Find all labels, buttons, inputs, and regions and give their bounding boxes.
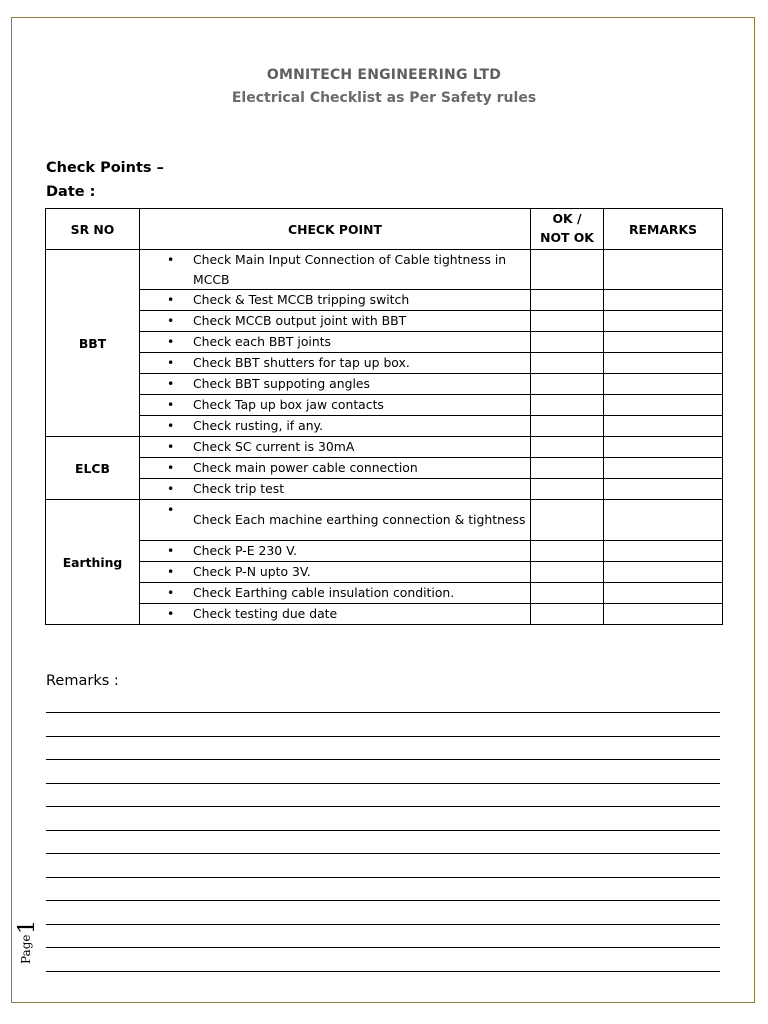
table-row [46,500,723,541]
check-point-cell [140,604,531,625]
table-row [46,353,723,374]
check-point-cell [140,311,531,332]
table-row [46,479,723,500]
ok-not-ok-cell[interactable] [531,353,604,374]
section-name: Earthing [46,500,140,625]
remarks-line[interactable] [46,783,720,784]
ok-not-ok-cell[interactable] [531,332,604,353]
table-row [46,437,723,458]
check-point-text: Check rusting, if any. [193,418,324,434]
ok-not-ok-cell[interactable] [531,290,604,311]
check-point-cell [140,583,531,604]
ok-not-ok-cell[interactable] [531,500,604,541]
check-point-cell [140,353,531,374]
ok-not-ok-cell[interactable] [531,562,604,583]
remarks-cell[interactable] [604,332,723,353]
check-point-text: Check P-E 230 V. [193,543,297,559]
check-point-text: Check Main Input Connection of Cable tightness in MCCB [193,252,507,287]
table-row [46,250,723,290]
bullet-icon: • [167,585,175,600]
bullet-icon: • [167,334,175,349]
header-ok-not-ok [531,209,604,250]
document-subtitle: Electrical Checklist as Per Safety rules [231,90,537,106]
section-name: BBT [46,250,140,437]
check-point-cell [140,500,531,541]
ok-not-ok-cell[interactable] [531,583,604,604]
check-point-text: Check main power cable connection [193,460,418,476]
remarks-line[interactable] [46,947,720,948]
bullet-icon: • [167,564,175,579]
check-points-label: Check Points – [46,160,164,176]
bullet-icon: • [167,606,175,621]
bullet-icon: • [167,502,175,517]
ok-not-ok-cell[interactable] [531,458,604,479]
table-row [46,458,723,479]
ok-not-ok-cell[interactable] [531,374,604,395]
header-sr-no: SR NO [46,209,140,250]
ok-not-ok-cell[interactable] [531,395,604,416]
remarks-line[interactable] [46,736,720,737]
remarks-line[interactable] [46,853,720,854]
page-number [14,920,50,968]
page-number-graphic [14,920,50,968]
remarks-cell[interactable] [604,479,723,500]
check-point-text: Check Tap up box jaw contacts [193,397,384,413]
remarks-cell[interactable] [604,437,723,458]
ok-not-ok-cell[interactable] [531,604,604,625]
ok-not-ok-cell[interactable] [531,437,604,458]
check-point-cell [140,290,531,311]
bullet-icon: • [167,397,175,412]
remarks-label: Remarks : [46,673,119,689]
check-point-text: Check testing due date [193,606,338,622]
check-point-cell [140,437,531,458]
ok-not-ok-cell[interactable] [531,311,604,332]
remarks-cell[interactable] [604,416,723,437]
table-header-row [46,209,723,250]
bullet-icon: • [167,376,175,391]
check-point-cell [140,458,531,479]
remarks-cell[interactable] [604,250,723,290]
check-point-cell [140,562,531,583]
header-check-point: CHECK POINT [140,209,531,250]
check-point-text: Check & Test MCCB tripping switch [193,292,410,308]
bullet-icon: • [167,481,175,496]
table-row [46,374,723,395]
ok-not-ok-cell[interactable] [531,479,604,500]
table-row [46,583,723,604]
company-name: OMNITECH ENGINEERING LTD [266,67,502,83]
check-point-cell [140,479,531,500]
table-row [46,332,723,353]
check-point-text: Check SC current is 30mA [193,439,355,455]
section-name: ELCB [46,437,140,500]
page-word: Page [19,934,33,964]
header-remarks: REMARKS [604,209,723,250]
date-label: Date : [46,184,96,200]
check-point-text: Check BBT suppoting angles [193,376,370,392]
check-point-text: Check trip test [193,481,285,497]
remarks-line[interactable] [46,900,720,901]
table-row [46,290,723,311]
table-row [46,311,723,332]
table-row [46,416,723,437]
bullet-icon: • [167,439,175,454]
check-point-text: Check Each machine earthing connection & tightness [193,512,526,528]
check-point-cell [140,541,531,562]
remarks-cell[interactable] [604,374,723,395]
check-point-cell [140,395,531,416]
check-point-text: Check each BBT joints [193,334,332,350]
remarks-cell[interactable] [604,395,723,416]
remarks-cell[interactable] [604,562,723,583]
remarks-line[interactable] [46,759,720,760]
bullet-icon: • [167,252,175,267]
table-row [46,541,723,562]
check-point-cell [140,416,531,437]
bullet-icon: • [167,313,175,328]
remarks-cell[interactable] [604,353,723,374]
remarks-line[interactable] [46,830,720,831]
bullet-icon: • [167,355,175,370]
remarks-line[interactable] [46,971,720,972]
remarks-line[interactable] [46,712,720,713]
remarks-cell[interactable] [604,604,723,625]
page-digit: 1 [15,920,40,934]
checklist-table [45,208,723,625]
ok-not-ok-cell[interactable] [531,416,604,437]
check-point-text: Check BBT shutters for tap up box. [193,355,410,371]
remarks-cell[interactable] [604,458,723,479]
check-point-text: Check Earthing cable insulation condition. [193,585,455,601]
bullet-icon: • [167,292,175,307]
bullet-icon: • [167,543,175,558]
remarks-line[interactable] [46,806,720,807]
table-row [46,604,723,625]
table-row [46,562,723,583]
check-point-cell [140,250,531,290]
remarks-cell[interactable] [604,583,723,604]
remarks-line[interactable] [46,877,720,878]
ok-not-ok-cell[interactable] [531,541,604,562]
header-ok-not-ok-text: OK / NOT OK [540,211,594,245]
remarks-cell[interactable] [604,311,723,332]
ok-not-ok-cell[interactable] [531,250,604,290]
check-point-cell [140,332,531,353]
remarks-cell[interactable] [604,500,723,541]
check-point-cell [140,374,531,395]
bullet-icon: • [167,460,175,475]
remarks-line[interactable] [46,924,720,925]
remarks-cell[interactable] [604,290,723,311]
check-point-text: Check MCCB output joint with BBT [193,313,407,329]
table-row [46,395,723,416]
check-point-text: Check P-N upto 3V. [193,564,311,580]
remarks-cell[interactable] [604,541,723,562]
bullet-icon: • [167,418,175,433]
